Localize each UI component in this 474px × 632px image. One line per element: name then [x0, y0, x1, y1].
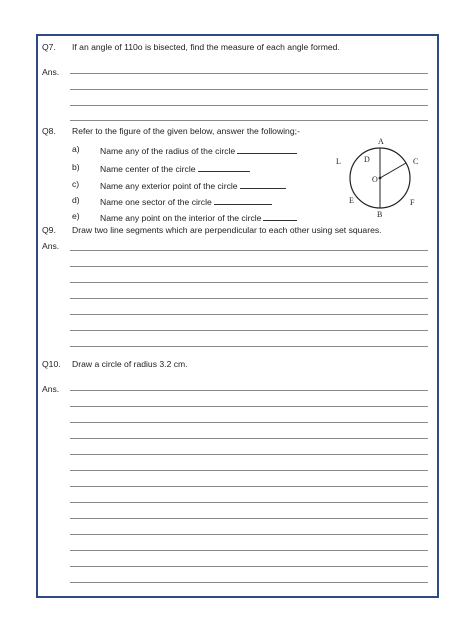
answer-blank[interactable]	[240, 180, 286, 189]
answer-line[interactable]	[70, 250, 428, 251]
q10-answer-label: Ans.	[42, 384, 60, 394]
answer-line[interactable]	[70, 518, 428, 519]
q9-answer-label: Ans.	[42, 241, 60, 251]
answer-blank[interactable]	[214, 196, 272, 205]
q8-item-d	[100, 196, 272, 207]
label-b: B	[377, 210, 383, 219]
answer-line[interactable]	[70, 330, 428, 331]
answer-line[interactable]	[70, 282, 428, 283]
answer-line[interactable]	[70, 470, 428, 471]
q8-item-letter: c)	[72, 179, 80, 189]
answer-line[interactable]	[70, 120, 428, 121]
q9-text: Draw two line segments which are perpendicular to each other using set squares.	[72, 225, 382, 235]
answer-line[interactable]	[70, 454, 428, 455]
q8-item-b	[100, 163, 250, 174]
q7-text: If an angle of 110o is bisected, find the measure of each angle formed.	[72, 42, 340, 52]
q8-item-letter: a)	[72, 144, 80, 154]
label-d: D	[364, 155, 370, 164]
radius-line	[380, 163, 406, 178]
answer-line[interactable]	[70, 566, 428, 567]
answer-line[interactable]	[70, 550, 428, 551]
answer-line[interactable]	[70, 346, 428, 347]
q8-item-text: Name any of the radius of the circle	[100, 146, 236, 156]
label-f: F	[410, 198, 415, 207]
worksheet-border	[36, 34, 439, 598]
answer-line[interactable]	[70, 73, 428, 74]
label-a: A	[378, 137, 384, 146]
q8-number: Q8.	[42, 126, 56, 136]
answer-line[interactable]	[70, 406, 428, 407]
label-c: C	[413, 157, 419, 166]
answer-line[interactable]	[70, 502, 428, 503]
answer-line[interactable]	[70, 438, 428, 439]
q7-number: Q7.	[42, 42, 56, 52]
q10-number: Q10.	[42, 359, 61, 369]
q8-item-letter: b)	[72, 162, 80, 172]
q7-answer-label: Ans.	[42, 67, 60, 77]
answer-line[interactable]	[70, 298, 428, 299]
answer-line[interactable]	[70, 534, 428, 535]
answer-line[interactable]	[70, 422, 428, 423]
label-e: E	[349, 196, 354, 205]
q8-text: Refer to the figure of the given below, answer the following;-	[72, 126, 300, 136]
q8-item-text: Name center of the circle	[100, 164, 196, 174]
q8-item-letter: e)	[72, 211, 80, 221]
answer-line[interactable]	[70, 89, 428, 90]
answer-line[interactable]	[70, 486, 428, 487]
q8-item-letter: d)	[72, 195, 80, 205]
q8-item-c	[100, 180, 286, 191]
answer-blank[interactable]	[198, 163, 250, 172]
answer-line[interactable]	[70, 582, 428, 583]
q9-number: Q9.	[42, 225, 56, 235]
answer-line[interactable]	[70, 105, 428, 106]
answer-blank[interactable]	[237, 145, 297, 154]
label-l: L	[336, 157, 341, 166]
circle-figure	[330, 134, 430, 220]
q8-item-text: Name any exterior point of the circle	[100, 181, 238, 191]
answer-line[interactable]	[70, 314, 428, 315]
answer-line[interactable]	[70, 390, 428, 391]
label-o: O	[372, 175, 378, 184]
q8-item-text: Name one sector of the circle	[100, 197, 212, 207]
q8-item-e	[100, 212, 297, 223]
answer-blank[interactable]	[263, 212, 297, 221]
q8-item-text: Name any point on the interior of the circle	[100, 213, 262, 223]
q8-item-a	[100, 145, 297, 156]
answer-line[interactable]	[70, 266, 428, 267]
q10-text: Draw a circle of radius 3.2 cm.	[72, 359, 188, 369]
center-point	[379, 177, 382, 180]
